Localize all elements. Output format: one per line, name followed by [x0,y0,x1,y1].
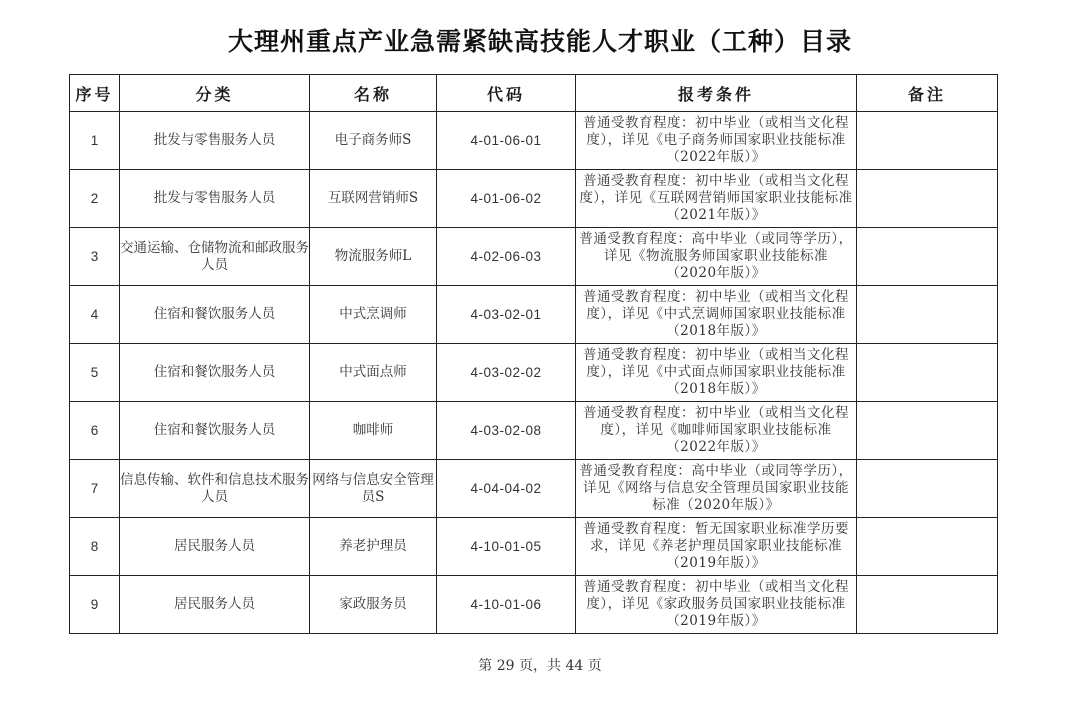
cell-name: 中式面点师 [310,344,437,402]
table-row [70,402,998,460]
cell-category: 居民服务人员 [120,576,310,634]
header-code: 代码 [437,75,576,112]
cell-code: 4-10-01-06 [437,576,576,634]
cell-seq: 5 [70,344,120,402]
cell-remark [857,576,998,634]
cell-seq: 8 [70,518,120,576]
cell-remark [857,170,998,228]
cell-condition: 普通受教育程度：高中毕业（或同等学历），详见《网络与信息安全管理员国家职业技能标准（2020年版）》 [576,460,857,518]
header-name: 名称 [310,75,437,112]
cell-condition: 普通受教育程度：高中毕业（或同等学历），详见《物流服务师国家职业技能标准（2020年版）》 [576,228,857,286]
cell-name: 互联网营销师S [310,170,437,228]
cell-code: 4-01-06-01 [437,112,576,170]
cell-code: 4-01-06-02 [437,170,576,228]
header-category: 分类 [120,75,310,112]
header-seq: 序号 [70,75,120,112]
table-header-row [70,75,998,112]
cell-name: 咖啡师 [310,402,437,460]
cell-category: 住宿和餐饮服务人员 [120,344,310,402]
cell-category: 住宿和餐饮服务人员 [120,286,310,344]
page-title: 大理州重点产业急需紧缺高技能人才职业（工种）目录 [227,27,852,56]
cell-seq: 2 [70,170,120,228]
table-row [70,344,998,402]
cell-seq: 6 [70,402,120,460]
cell-remark [857,402,998,460]
cell-name: 电子商务师S [310,112,437,170]
cell-category: 交通运输、仓储物流和邮政服务人员 [120,228,310,286]
table-row [70,112,998,170]
cell-name: 中式烹调师 [310,286,437,344]
cell-name: 养老护理员 [310,518,437,576]
header-remark: 备注 [857,75,998,112]
cell-code: 4-03-02-01 [437,286,576,344]
cell-code: 4-03-02-02 [437,344,576,402]
table-row [70,460,998,518]
cell-remark [857,518,998,576]
cell-condition: 普通受教育程度：初中毕业（或相当文化程度），详见《家政服务员国家职业技能标准（2019年版）》 [576,576,857,634]
cell-seq: 3 [70,228,120,286]
cell-condition: 普通受教育程度：初中毕业（或相当文化程度），详见《中式面点师国家职业技能标准（2018年版）》 [576,344,857,402]
cell-remark [857,228,998,286]
cell-code: 4-10-01-05 [437,518,576,576]
table-row [70,228,998,286]
cell-remark [857,286,998,344]
cell-name: 网络与信息安全管理员S [310,460,437,518]
cell-condition: 普通受教育程度：初中毕业（或相当文化程度），详见《中式烹调师国家职业技能标准（2018年版）》 [576,286,857,344]
cell-category: 信息传输、软件和信息技术服务人员 [120,460,310,518]
cell-code: 4-03-02-08 [437,402,576,460]
cell-remark [857,344,998,402]
cell-category: 住宿和餐饮服务人员 [120,402,310,460]
header-condition: 报考条件 [576,75,857,112]
occupation-catalog-table [69,74,998,634]
cell-seq: 7 [70,460,120,518]
cell-condition: 普通受教育程度：初中毕业（或相当文化程度），详见《电子商务师国家职业技能标准（2022年版）》 [576,112,857,170]
cell-remark [857,460,998,518]
cell-seq: 9 [70,576,120,634]
cell-name: 家政服务员 [310,576,437,634]
cell-remark [857,112,998,170]
cell-condition: 普通受教育程度：暂无国家职业标准学历要求，详见《养老护理员国家职业技能标准（2019年版）》 [576,518,857,576]
cell-category: 批发与零售服务人员 [120,112,310,170]
table-row [70,518,998,576]
cell-name: 物流服务师L [310,228,437,286]
cell-code: 4-02-06-03 [437,228,576,286]
cell-condition: 普通受教育程度：初中毕业（或相当文化程度），详见《互联网营销师国家职业技能标准（2021年版）》 [576,170,857,228]
page-number-footer: 第 29 页，共 44 页 [478,658,602,674]
cell-seq: 4 [70,286,120,344]
table-row [70,170,998,228]
cell-seq: 1 [70,112,120,170]
cell-category: 批发与零售服务人员 [120,170,310,228]
cell-code: 4-04-04-02 [437,460,576,518]
cell-category: 居民服务人员 [120,518,310,576]
table-row [70,576,998,634]
cell-condition: 普通受教育程度：初中毕业（或相当文化程度），详见《咖啡师国家职业技能标准（2022年版）》 [576,402,857,460]
table-row [70,286,998,344]
